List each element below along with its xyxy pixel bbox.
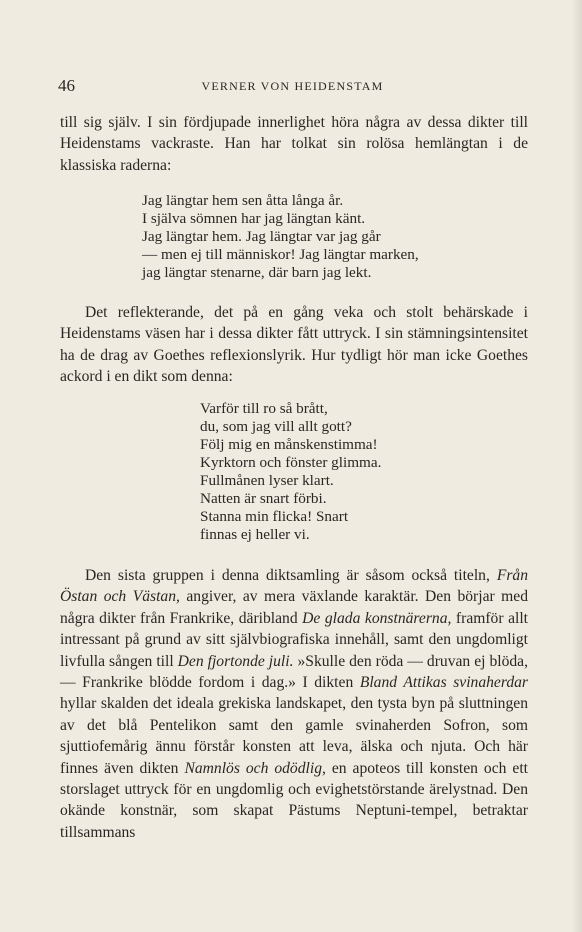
title-namnlos-och-ododlig: Namnlös och odödlig, — [184, 759, 326, 777]
poem-line: Natten är snart förbi. — [200, 490, 327, 507]
poem-line: Stanna min flicka! Snart — [200, 508, 349, 525]
poem-line: Jag längtar hem. Jag längtar var jag går — [142, 228, 381, 245]
running-head: VERNER VON HEIDENSTAM — [201, 79, 384, 93]
page-number: 46 — [58, 76, 75, 95]
poem-hemlangtan — [142, 192, 419, 282]
paragraph-1: till sig själv. I sin fördjupade innerlighet höra några av dessa dikter till Heidenstams vackraste. Han har tolkat sin rolösa hemlängtan i de klassiska raderna: — [60, 114, 528, 174]
poem-line: du, som jag vill allt gott? — [200, 418, 352, 435]
text-run: angiver, av mera växlande karaktär. Den börjar med några dikter från Frankrike, däribland — [60, 588, 528, 627]
poem-line: I själva sömnen har jag längtan känt. — [142, 210, 366, 227]
title-bland-attikas-svinaherdar: Bland Attikas svinaherdar — [359, 674, 529, 692]
text-run: en apoteos till konsten och ett storslaget uttryck för en ungdomlig och evighetstörstande ärelystnad. Den okände konstnär, som skapat Pästums Neptuni-tempel, betraktar tillsammans — [60, 759, 528, 841]
poem-varfor-till-ro — [200, 400, 381, 544]
poem-line: Jag längtar hem sen åtta långa år. — [142, 192, 344, 209]
page-header — [58, 76, 527, 98]
text-run: hyllar skalden det ideala grekiska landskapet, den tysta byn på sluttningen av det blå Pentelikon samt den gamle svinaherden Sofron, som sjuttiofemårig ännu förstår konsten att leva, älska och njuta. Och här finnes även dikten — [60, 695, 528, 777]
page-edge-shadow — [572, 0, 582, 932]
text-run: framför allt intressant på grund av sitt självbiografiska innehåll, samt den ungdomligt livfulla sången till — [60, 609, 528, 670]
title-den-fjortonde-juli: Den fjortonde juli. — [177, 652, 294, 670]
poem-line: Fullmånen lyser klart. — [200, 472, 334, 489]
title-de-glada-konstnarerna: De glada konstnärerna, — [302, 609, 452, 627]
paragraph-2: Det reflekterande, det på en gång veka och stolt behärskade i Heidenstams väsen har i dessa dikter fått uttryck. I sin stämningsintensitet ha de drag av Goethes reflexionslyrik. Hur tydligt hör man icke Goethes ackord i en dikt som denna: — [60, 304, 528, 386]
poem-line: Följ mig en månskenstimma! — [200, 436, 378, 453]
poem-line: — men ej till människor! Jag längtar marken, — [142, 246, 419, 263]
poem-line: jag längtar stenarne, där barn jag lekt. — [142, 264, 372, 281]
poem-line: Kyrktorn och fönster glimma. — [200, 454, 382, 471]
text-run: Den sista gruppen i denna diktsamling är såsom också titeln, — [85, 567, 497, 584]
poem-line: finnas ej heller vi. — [200, 526, 310, 543]
title-fran-ostan-och-vastan: Från Östan och Västan, — [60, 567, 528, 606]
paragraph-3 — [60, 565, 528, 843]
poem-line: Varför till ro så brått, — [200, 400, 328, 417]
text-run: »Skulle den röda — druvan ej blöda, — Frankrike blödde fordom i dag.» I dikten — [60, 652, 529, 692]
